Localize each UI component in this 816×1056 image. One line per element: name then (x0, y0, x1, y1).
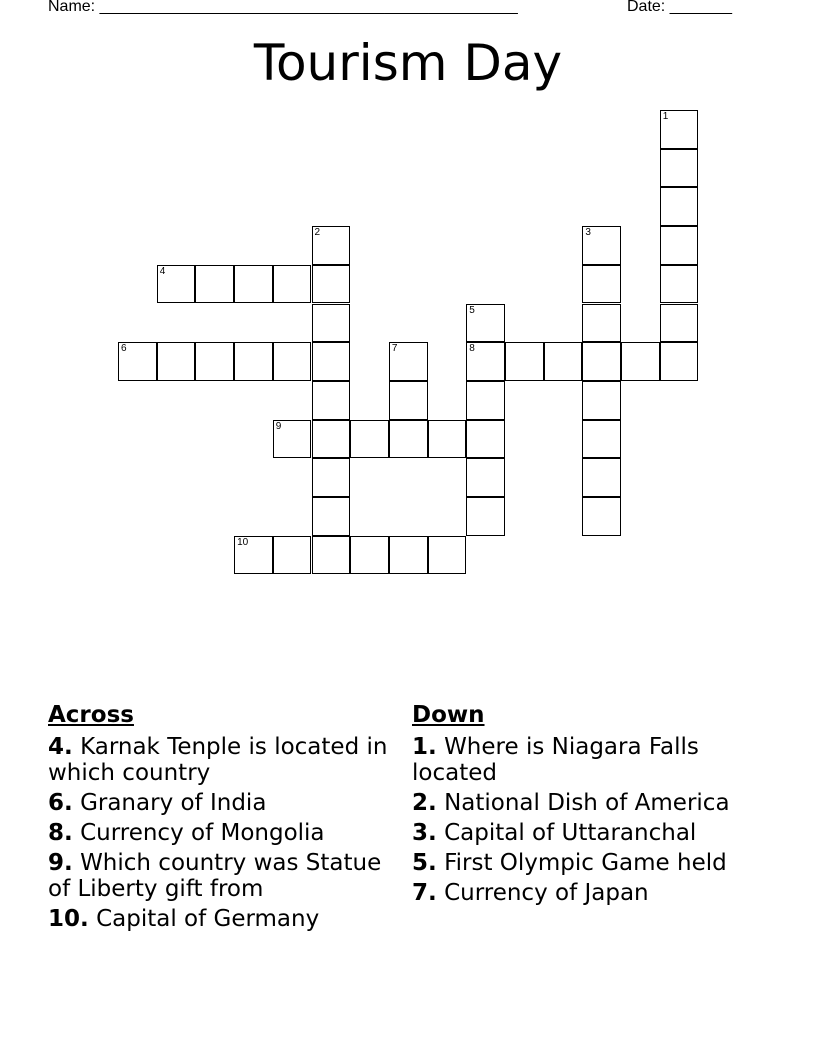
down-clues (412, 702, 762, 910)
clue-text: Karnak Tenple is located in which country (48, 734, 388, 786)
clue-text: Currency of Mongolia (80, 820, 325, 846)
grid-cell[interactable] (312, 304, 351, 343)
clue-number: 3. (412, 820, 437, 846)
grid-cell[interactable] (273, 420, 312, 459)
clue-number-label: 9 (275, 420, 282, 432)
grid-cell[interactable] (660, 265, 699, 304)
grid-cell[interactable] (273, 342, 312, 381)
grid-cell[interactable] (660, 304, 699, 343)
clue-text: Currency of Japan (444, 880, 649, 906)
grid-cell[interactable] (273, 536, 312, 575)
grid-cell[interactable] (660, 342, 699, 381)
grid-cell[interactable] (582, 342, 621, 381)
grid-cell[interactable] (505, 342, 544, 381)
grid-cell[interactable] (582, 420, 621, 459)
clue-number: 1. (412, 734, 437, 760)
grid-cell[interactable] (312, 458, 351, 497)
clue-down-5 (412, 850, 762, 876)
grid-cell[interactable] (157, 342, 196, 381)
grid-cell[interactable] (582, 458, 621, 497)
grid-cell[interactable] (312, 420, 351, 459)
grid-cell[interactable] (544, 342, 583, 381)
clue-number-label: 5 (469, 304, 475, 316)
clue-number-label: 10 (237, 536, 249, 548)
clue-number-label: 8 (469, 343, 475, 355)
clue-text: Which country was Statue of Liberty gift from (48, 850, 382, 902)
clue-across-6 (48, 790, 388, 816)
grid-cell[interactable] (312, 265, 351, 304)
clue-number-label: 4 (159, 265, 166, 277)
grid-cell[interactable] (389, 342, 428, 381)
grid-cell[interactable] (234, 536, 273, 575)
grid-cell[interactable] (389, 536, 428, 575)
grid-cell[interactable] (389, 420, 428, 459)
clue-number-label: 6 (121, 343, 127, 355)
clue-number: 5. (412, 850, 437, 876)
grid-cell[interactable] (466, 342, 505, 381)
across-heading: Across (48, 702, 134, 728)
clue-text: Capital of Uttaranchal (444, 820, 697, 846)
page-title: Tourism Day (253, 34, 563, 92)
grid-cell[interactable] (118, 342, 157, 381)
clue-number: 6. (48, 790, 73, 816)
grid-cell[interactable] (234, 265, 273, 304)
grid-cell[interactable] (312, 226, 351, 265)
clue-number: 10. (48, 906, 89, 932)
grid-cell[interactable] (582, 265, 621, 304)
grid-cell[interactable] (195, 342, 234, 381)
grid-cell[interactable] (466, 420, 505, 459)
grid-cell[interactable] (312, 536, 351, 575)
clue-down-1 (412, 734, 762, 786)
grid-cell[interactable] (195, 265, 234, 304)
clue-text: National Dish of America (444, 790, 730, 816)
clue-down-3 (412, 820, 762, 846)
grid-cell[interactable] (466, 381, 505, 420)
grid-cell[interactable] (582, 226, 621, 265)
clue-text: First Olympic Game held (444, 850, 727, 876)
grid-cell[interactable] (350, 536, 389, 575)
clue-down-2 (412, 790, 762, 816)
clue-text: Capital of Germany (96, 906, 320, 932)
grid-cell[interactable] (660, 226, 699, 265)
clue-text: Granary of India (80, 790, 267, 816)
grid-cell[interactable] (660, 110, 699, 149)
across-clues (48, 702, 388, 936)
grid-cell[interactable] (428, 420, 467, 459)
grid-cell[interactable] (466, 497, 505, 536)
date-field-label: Date: _______ (627, 0, 732, 15)
grid-cell[interactable] (621, 342, 660, 381)
name-field-label: Name: _______________________________________________ (48, 0, 518, 15)
clue-across-8 (48, 820, 388, 846)
down-heading: Down (412, 702, 485, 728)
grid-cell[interactable] (466, 304, 505, 343)
clue-number: 4. (48, 734, 73, 760)
clue-number: 8. (48, 820, 73, 846)
grid-cell[interactable] (312, 497, 351, 536)
grid-cell[interactable] (157, 265, 196, 304)
grid-cell[interactable] (312, 381, 351, 420)
grid-cell[interactable] (428, 536, 467, 575)
clue-across-10 (48, 906, 388, 932)
clue-across-4 (48, 734, 388, 786)
grid-cell[interactable] (582, 497, 621, 536)
grid-cell[interactable] (582, 381, 621, 420)
grid-cell[interactable] (660, 149, 699, 188)
clue-number: 7. (412, 880, 437, 906)
clue-number-label: 1 (662, 111, 669, 122)
clue-number-label: 3 (585, 227, 591, 239)
grid-cell[interactable] (389, 381, 428, 420)
grid-cell[interactable] (350, 420, 389, 459)
grid-cell[interactable] (234, 342, 273, 381)
clue-number-label: 7 (391, 343, 398, 355)
grid-cell[interactable] (312, 342, 351, 381)
grid-cell[interactable] (582, 304, 621, 343)
clue-across-9 (48, 850, 388, 902)
clue-text: Where is Niagara Falls located (412, 734, 699, 786)
clue-number: 9. (48, 850, 73, 876)
clue-down-7 (412, 880, 762, 906)
grid-cell[interactable] (466, 458, 505, 497)
grid-cell[interactable] (660, 187, 699, 226)
clue-number-label: 2 (314, 227, 321, 239)
grid-cell[interactable] (273, 265, 312, 304)
clue-number: 2. (412, 790, 437, 816)
